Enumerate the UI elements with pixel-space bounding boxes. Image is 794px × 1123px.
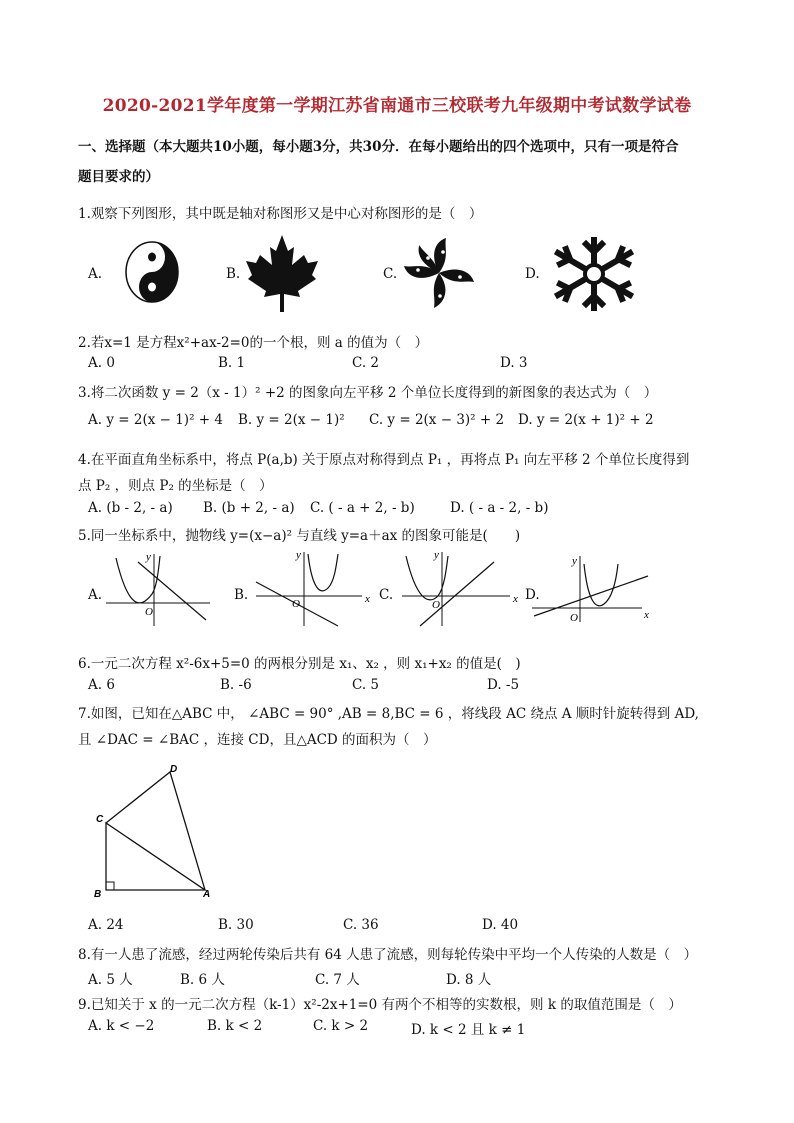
q5-option-b: B. bbox=[234, 587, 249, 603]
q7-point-b: B bbox=[94, 889, 102, 900]
q5-graph-d bbox=[530, 552, 656, 624]
q1-option-a: A. bbox=[88, 266, 103, 282]
maple-leaf-icon bbox=[244, 233, 320, 313]
q5-option-d: D. bbox=[525, 587, 540, 603]
q5-d-x-label: x bbox=[644, 609, 649, 621]
q5-b-origin-label: O bbox=[292, 598, 300, 610]
q8-option-a: A. 5 人 bbox=[88, 972, 133, 988]
q4-option-a: A. (b - 2, - a) bbox=[88, 500, 173, 516]
question-7-stem-line2: 且 ∠DAC = ∠BAC ，连接 CD，且△ACD 的面积为（ ） bbox=[78, 732, 437, 748]
q7-option-b: B. 30 bbox=[218, 917, 254, 933]
snowflake-icon bbox=[548, 236, 640, 312]
q3-option-a: A. y = 2(x − 1)² + 4 bbox=[88, 412, 223, 428]
q7-point-c: C bbox=[96, 814, 104, 825]
section-heading-line1: 一、选择题（本大题共10小题，每小题3分，共30分．在每小题给出的四个选项中，只有一项是符合 bbox=[78, 139, 679, 155]
q9-option-a: A. k < −2 bbox=[88, 1018, 155, 1034]
question-8-stem: 8.有一人患了流感，经过两轮传染后共有 64 人患了流感，则每轮传染中平均一个人传染的人数是（ ） bbox=[78, 947, 698, 963]
question-5-stem: 5.同一坐标系中，抛物线 y=(x−a)² 与直线 y=a＋ax 的图象可能是( ) bbox=[78, 528, 521, 544]
q5-b-x-label: x bbox=[365, 593, 370, 605]
yin-yang-icon bbox=[124, 240, 180, 304]
question-7-stem-line1: 7.如图，已知在△ABC 中， ∠ABC = 90° ,AB = 8,BC = 6 ，将线段 AC 绕点 A 顺时针旋转得到 AD, bbox=[78, 706, 699, 722]
q5-graph-a bbox=[102, 548, 214, 628]
q9-option-c: C. k > 2 bbox=[313, 1018, 369, 1034]
question-9-stem: 9.已知关于 x 的一元二次方程（k-1）x²-2x+1=0 有两个不相等的实数根，则 k 的取值范围是（ ） bbox=[78, 997, 682, 1013]
q8-option-d: D. 8 人 bbox=[446, 972, 492, 988]
q5-a-origin-label: O bbox=[145, 606, 153, 618]
q5-b-y-label: y bbox=[296, 549, 301, 561]
question-3-stem: 3.将二次函数 y = 2（x - 1）² +2 的图象向左平移 2 个单位长度得到的新图象的表达式为（ ） bbox=[78, 385, 658, 401]
q5-graph-c bbox=[398, 548, 526, 628]
bauhinia-flower-icon bbox=[400, 236, 478, 310]
q2-option-a: A. 0 bbox=[88, 355, 115, 371]
q5-option-c: C. bbox=[379, 587, 394, 603]
q8-option-c: C. 7 人 bbox=[315, 972, 360, 988]
q2-option-c: C. 2 bbox=[352, 355, 380, 371]
q8-option-b: B. 6 人 bbox=[180, 972, 225, 988]
q5-option-a: A. bbox=[88, 587, 103, 603]
q5-c-y-label: y bbox=[434, 549, 439, 561]
q6-option-d: D. -5 bbox=[487, 677, 520, 693]
q9-option-d: D. k < 2 且 k ≠ 1 bbox=[411, 1022, 526, 1038]
q4-option-c: C. ( - a + 2, - b) bbox=[310, 500, 415, 516]
q6-option-c: C. 5 bbox=[352, 677, 380, 693]
q9-option-b: B. k < 2 bbox=[207, 1018, 263, 1034]
q5-a-y-label: y bbox=[146, 551, 151, 563]
q5-c-origin-label: O bbox=[432, 599, 440, 611]
q3-option-c: C. y = 2(x − 3)² + 2 bbox=[369, 412, 505, 428]
q6-option-b: B. -6 bbox=[220, 677, 252, 693]
page-title: 2020-2021学年度第一学期江苏省南通市三校联考九年级期中考试数学试卷 bbox=[102, 96, 692, 116]
q7-option-c: C. 36 bbox=[343, 917, 379, 933]
q4-option-d: D. ( - a - 2, - b) bbox=[450, 500, 549, 516]
q6-option-a: A. 6 bbox=[88, 677, 115, 693]
q1-option-d: D. bbox=[525, 266, 540, 282]
section-heading-line2: 题目要求的） bbox=[78, 169, 159, 185]
q1-option-b: B. bbox=[226, 266, 241, 282]
q7-option-d: D. 40 bbox=[482, 917, 519, 933]
question-1-stem: 1.观察下列图形，其中既是轴对称图形又是中心对称图形的是（ ） bbox=[78, 206, 483, 222]
q5-d-y-label: y bbox=[572, 555, 577, 567]
q7-point-a: A bbox=[203, 889, 211, 900]
q3-option-b: B. y = 2(x − 1)² bbox=[238, 412, 345, 428]
q5-graph-b bbox=[252, 548, 374, 628]
q2-option-d: D. 3 bbox=[500, 355, 528, 371]
q3-option-d: D. y = 2(x + 1)² + 2 bbox=[518, 412, 654, 428]
q7-option-a: A. 24 bbox=[88, 917, 124, 933]
question-2-stem: 2.若x=1 是方程x²+ax-2=0的一个根，则 a 的值为（ ） bbox=[78, 335, 429, 351]
q4-option-b: B. (b + 2, - a) bbox=[203, 500, 295, 516]
question-4-stem-line1: 4.在平面直角坐标系中，将点 P(a,b) 关于原点对称得到点 P₁ ，再将点 P₁ 向左平移 2 个单位长度得到 bbox=[78, 452, 690, 468]
q5-c-x-label: x bbox=[513, 593, 518, 605]
q2-option-b: B. 1 bbox=[218, 355, 246, 371]
q5-d-origin-label: O bbox=[570, 612, 578, 624]
q7-triangle-figure bbox=[88, 760, 218, 900]
q1-option-c: C. bbox=[383, 266, 398, 282]
question-4-stem-line2: 点 P₂ ，则点 P₂ 的坐标是（ ） bbox=[78, 478, 273, 494]
question-6-stem: 6.一元二次方程 x²-6x+5=0 的两根分别是 x₁、x₂ ，则 x₁+x₂ 的值是( ) bbox=[78, 656, 521, 672]
q7-point-d: D bbox=[170, 764, 178, 775]
